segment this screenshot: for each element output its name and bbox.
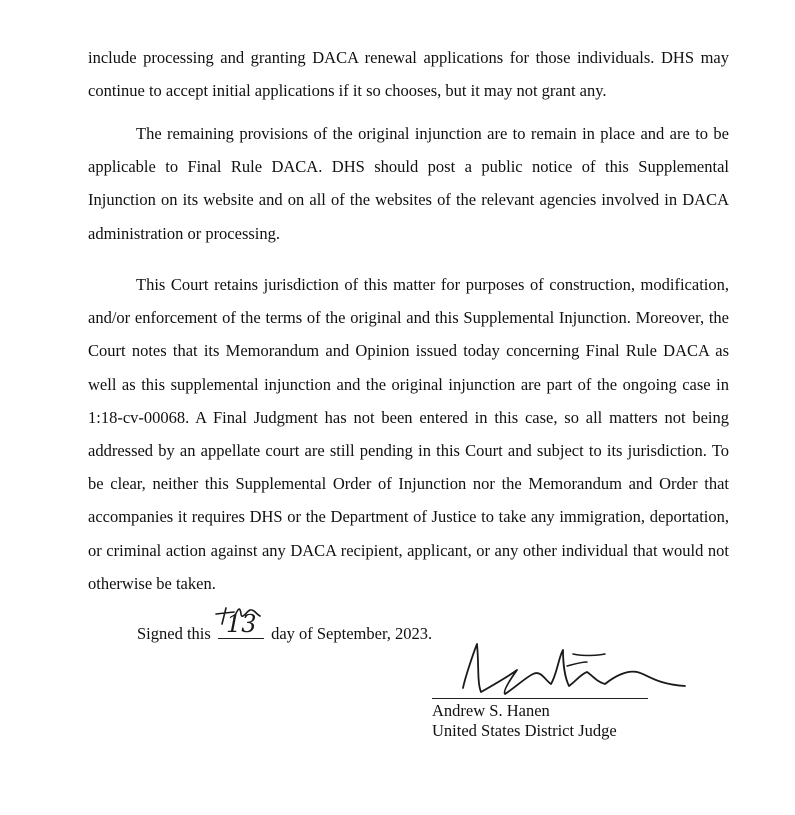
signed-suffix: day of September, 2023. (271, 624, 433, 643)
judge-title: United States District Judge (432, 721, 617, 740)
paragraph-3: This Court retains jurisdiction of this matter for purposes of construction, modification, and/or enforcement of the terms of the original and this Supplemental Injunction. Moreover, the Court notes that its Memorandum and Opinion issued today concerning Final Rule DACA as well as this supplemental injunction and the original injunction are part of the ongoing case in 1:18-cv-00068. A Final Judgment has not been entered in this case, so all matters not being addressed by an appellate court are still pending in this Court and subject to its jurisdiction. To be clear, neither this Supplemental Order of Injunction nor the Memorandum and Order that accompanies it requires DHS or the Department of Justice to take any immigration, deportation, or criminal action against any DACA recipient, applicant, or any other individual that would not otherwise be taken. (88, 275, 729, 593)
handwritten-day: 13 (225, 610, 257, 638)
paragraph-2: The remaining provisions of the original injunction are to remain in place and are to be applicable to Final Rule DACA. DHS should post a public notice of this Supplemental Injunction on its website and on all of the websites of the relevant agencies involved in DACA administration or processing. (88, 124, 729, 243)
handwritten-th-mark (208, 604, 268, 630)
judge-signature (455, 634, 695, 704)
signed-date-line (137, 610, 433, 648)
signature-rule (432, 698, 648, 699)
signed-prefix: Signed this (137, 624, 211, 643)
paragraph-1: include processing and granting DACA renewal applications for those individuals. DHS may continue to accept initial applications if it so chooses, but it may not grant any. (88, 48, 729, 101)
judge-name: Andrew S. Hanen (432, 701, 550, 720)
